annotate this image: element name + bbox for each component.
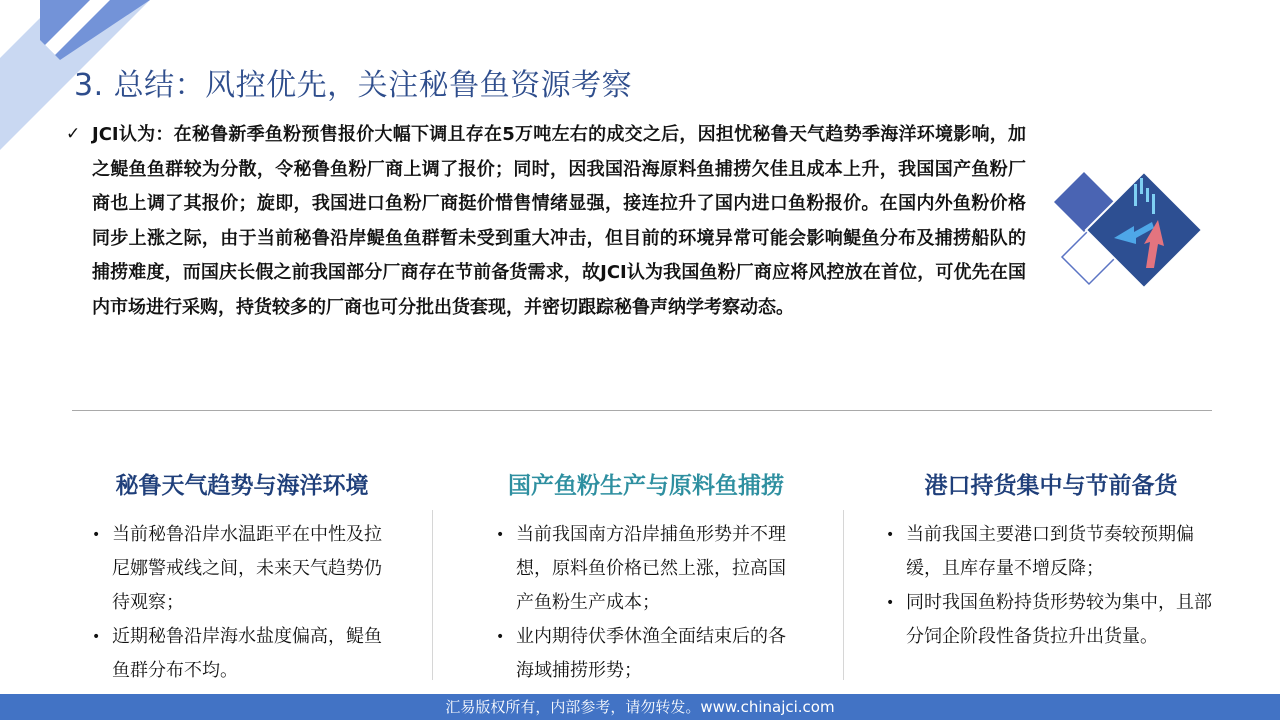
column-list: [886, 518, 1216, 654]
list-item: • 同时我国鱼粉持货形势较为集中，且部分饲企阶段性备货拉升出货量。: [886, 586, 1216, 654]
column-title: 秘鲁天气趋势与海洋环境: [115, 473, 369, 499]
section-divider: [72, 410, 1212, 411]
footer-copyright: 汇易版权所有，内部参考，请勿转发。www.chinajci.com: [0, 694, 1280, 720]
list-item: • 当前秘鲁沿岸水温距平在中性及拉尼娜警戒线之间，未来天气趋势仍待观察；: [92, 518, 392, 620]
column-list: [92, 518, 392, 688]
list-item: • 业内期待伏季休渔全面结束后的各海域捕捞形势；: [496, 620, 796, 688]
column-separator: [432, 510, 433, 680]
column-list: [496, 518, 796, 688]
rising-chart-graphic: [1054, 168, 1204, 292]
column-title: 国产鱼粉生产与原料鱼捕捞: [508, 473, 784, 499]
page-title: 3. 总结：风控优先，关注秘鲁鱼资源考察: [74, 68, 633, 103]
list-item: • 当前我国主要港口到货节奏较预期偏缓，且库存量不增反降；: [886, 518, 1216, 586]
column-port-inventory: [886, 468, 1216, 654]
column-peru-weather: [92, 468, 392, 688]
list-item: • 近期秘鲁沿岸海水盐度偏高，鳀鱼鱼群分布不均。: [92, 620, 392, 688]
summary-block: [66, 118, 1026, 325]
column-domestic-production: [496, 468, 796, 688]
summary-text: JCI认为：在秘鲁新季鱼粉预售报价大幅下调且存在5万吨左右的成交之后，因担忧秘鲁天气趋势季海洋环境影响，加之鳀鱼鱼群较为分散，令秘鲁鱼粉厂商上调了报价；同时，因我国沿海原料鱼捕捞欠佳且成本上升，我国国产鱼粉厂商也上调了其报价；旋即，我国进口鱼粉厂商挺价惜售情绪显强，接连拉升了国内进口鱼粉报价。在国内外鱼粉价格同步上涨之际，由于当前秘鲁沿岸鳀鱼鱼群暂未受到重大冲击，但目前的环境异常可能会影响鳀鱼分布及捕捞船队的捕捞难度，而国庆长假之前我国部分厂商存在节前备货需求，故JCI认为我国鱼粉厂商应将风控放在首位，可优先在国内市场进行采购，持货较多的厂商也可分批出货套现，并密切跟踪秘鲁声纳学考察动态。: [92, 124, 1026, 318]
list-item: • 当前我国南方沿岸捕鱼形势并不理想，原料鱼价格已然上涨，拉高国产鱼粉生产成本；: [496, 518, 796, 620]
column-separator: [843, 510, 844, 680]
column-title: 港口持货集中与节前备货: [924, 473, 1178, 499]
checkmark-icon: ✓: [66, 124, 81, 144]
